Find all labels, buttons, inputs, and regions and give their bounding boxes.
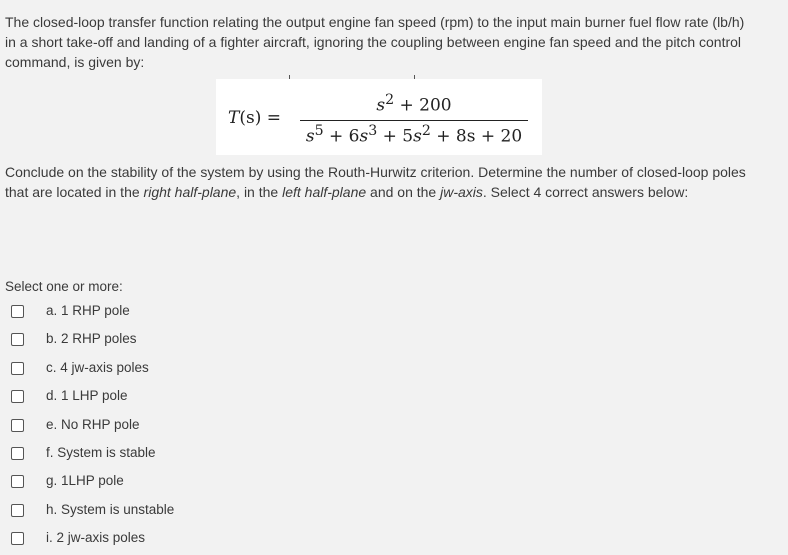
- formula-tick-mark: [414, 75, 415, 79]
- answer-option-d[interactable]: [0, 384, 400, 412]
- checkbox[interactable]: [11, 504, 24, 517]
- answer-option-a[interactable]: [0, 299, 400, 327]
- answer-label: g. 1LHP pole: [46, 473, 124, 489]
- answer-option-g[interactable]: [0, 469, 400, 497]
- answer-label: h. System is unstable: [46, 501, 175, 517]
- answer-label: f. System is stable: [46, 444, 156, 460]
- checkbox[interactable]: [11, 390, 24, 403]
- checkbox[interactable]: [11, 305, 24, 318]
- emphasis-jw-axis: jw-axis: [440, 184, 483, 200]
- transfer-function-formula: [216, 79, 542, 155]
- formula-tick-mark: [289, 75, 290, 79]
- answer-label: c. 4 jw-axis poles: [46, 359, 149, 375]
- answer-option-i[interactable]: [0, 526, 400, 554]
- checkbox[interactable]: [11, 532, 24, 545]
- checkbox[interactable]: [11, 333, 24, 346]
- checkbox[interactable]: [11, 419, 24, 432]
- emphasis-lhp: left half-plane: [282, 184, 367, 200]
- answer-option-e[interactable]: [0, 413, 400, 441]
- answer-label: d. 1 LHP pole: [46, 388, 128, 404]
- checkbox[interactable]: [11, 475, 24, 488]
- answer-list: [0, 299, 400, 555]
- answer-option-h[interactable]: [0, 498, 400, 526]
- answer-label: i. 2 jw-axis poles: [46, 530, 146, 546]
- checkbox[interactable]: [11, 362, 24, 375]
- select-prompt: Select one or more:: [5, 279, 123, 294]
- answer-label: b. 2 RHP poles: [46, 331, 137, 347]
- emphasis-rhp: right half-plane: [143, 184, 237, 200]
- answer-label: a. 1 RHP pole: [46, 303, 130, 318]
- checkbox[interactable]: [11, 447, 24, 460]
- question-intro-text: The closed-loop transfer function relating the output engine fan speed (rpm) to the input main burner fuel flow rate (lb/h) in a short take-off and landing of a fighter aircraft, ignoring the coupling between engine fan speed and the pitch control command, is given by:: [5, 14, 745, 70]
- answer-label: e. No RHP pole: [46, 416, 140, 432]
- formula-denominator: $s^5 + 6s^3 + 5s^2 + 8s + 20$: [305, 123, 523, 147]
- fraction-bar: [300, 120, 528, 121]
- answer-option-f[interactable]: [0, 441, 400, 469]
- question-instructions-text: Conclude on the stability of the system by using the Routh-Hurwitz criterion. Determine the number of closed-loop poles that are located in the right half-plane, in the left half-plane and on the jw-axis. Select 4 correct answers below:: [5, 164, 746, 200]
- formula-numerator: $s^2 + 200$: [376, 92, 452, 116]
- answer-option-c[interactable]: [0, 356, 400, 384]
- formula-lhs: T(s) =: [228, 108, 281, 128]
- answer-option-b[interactable]: [0, 327, 400, 355]
